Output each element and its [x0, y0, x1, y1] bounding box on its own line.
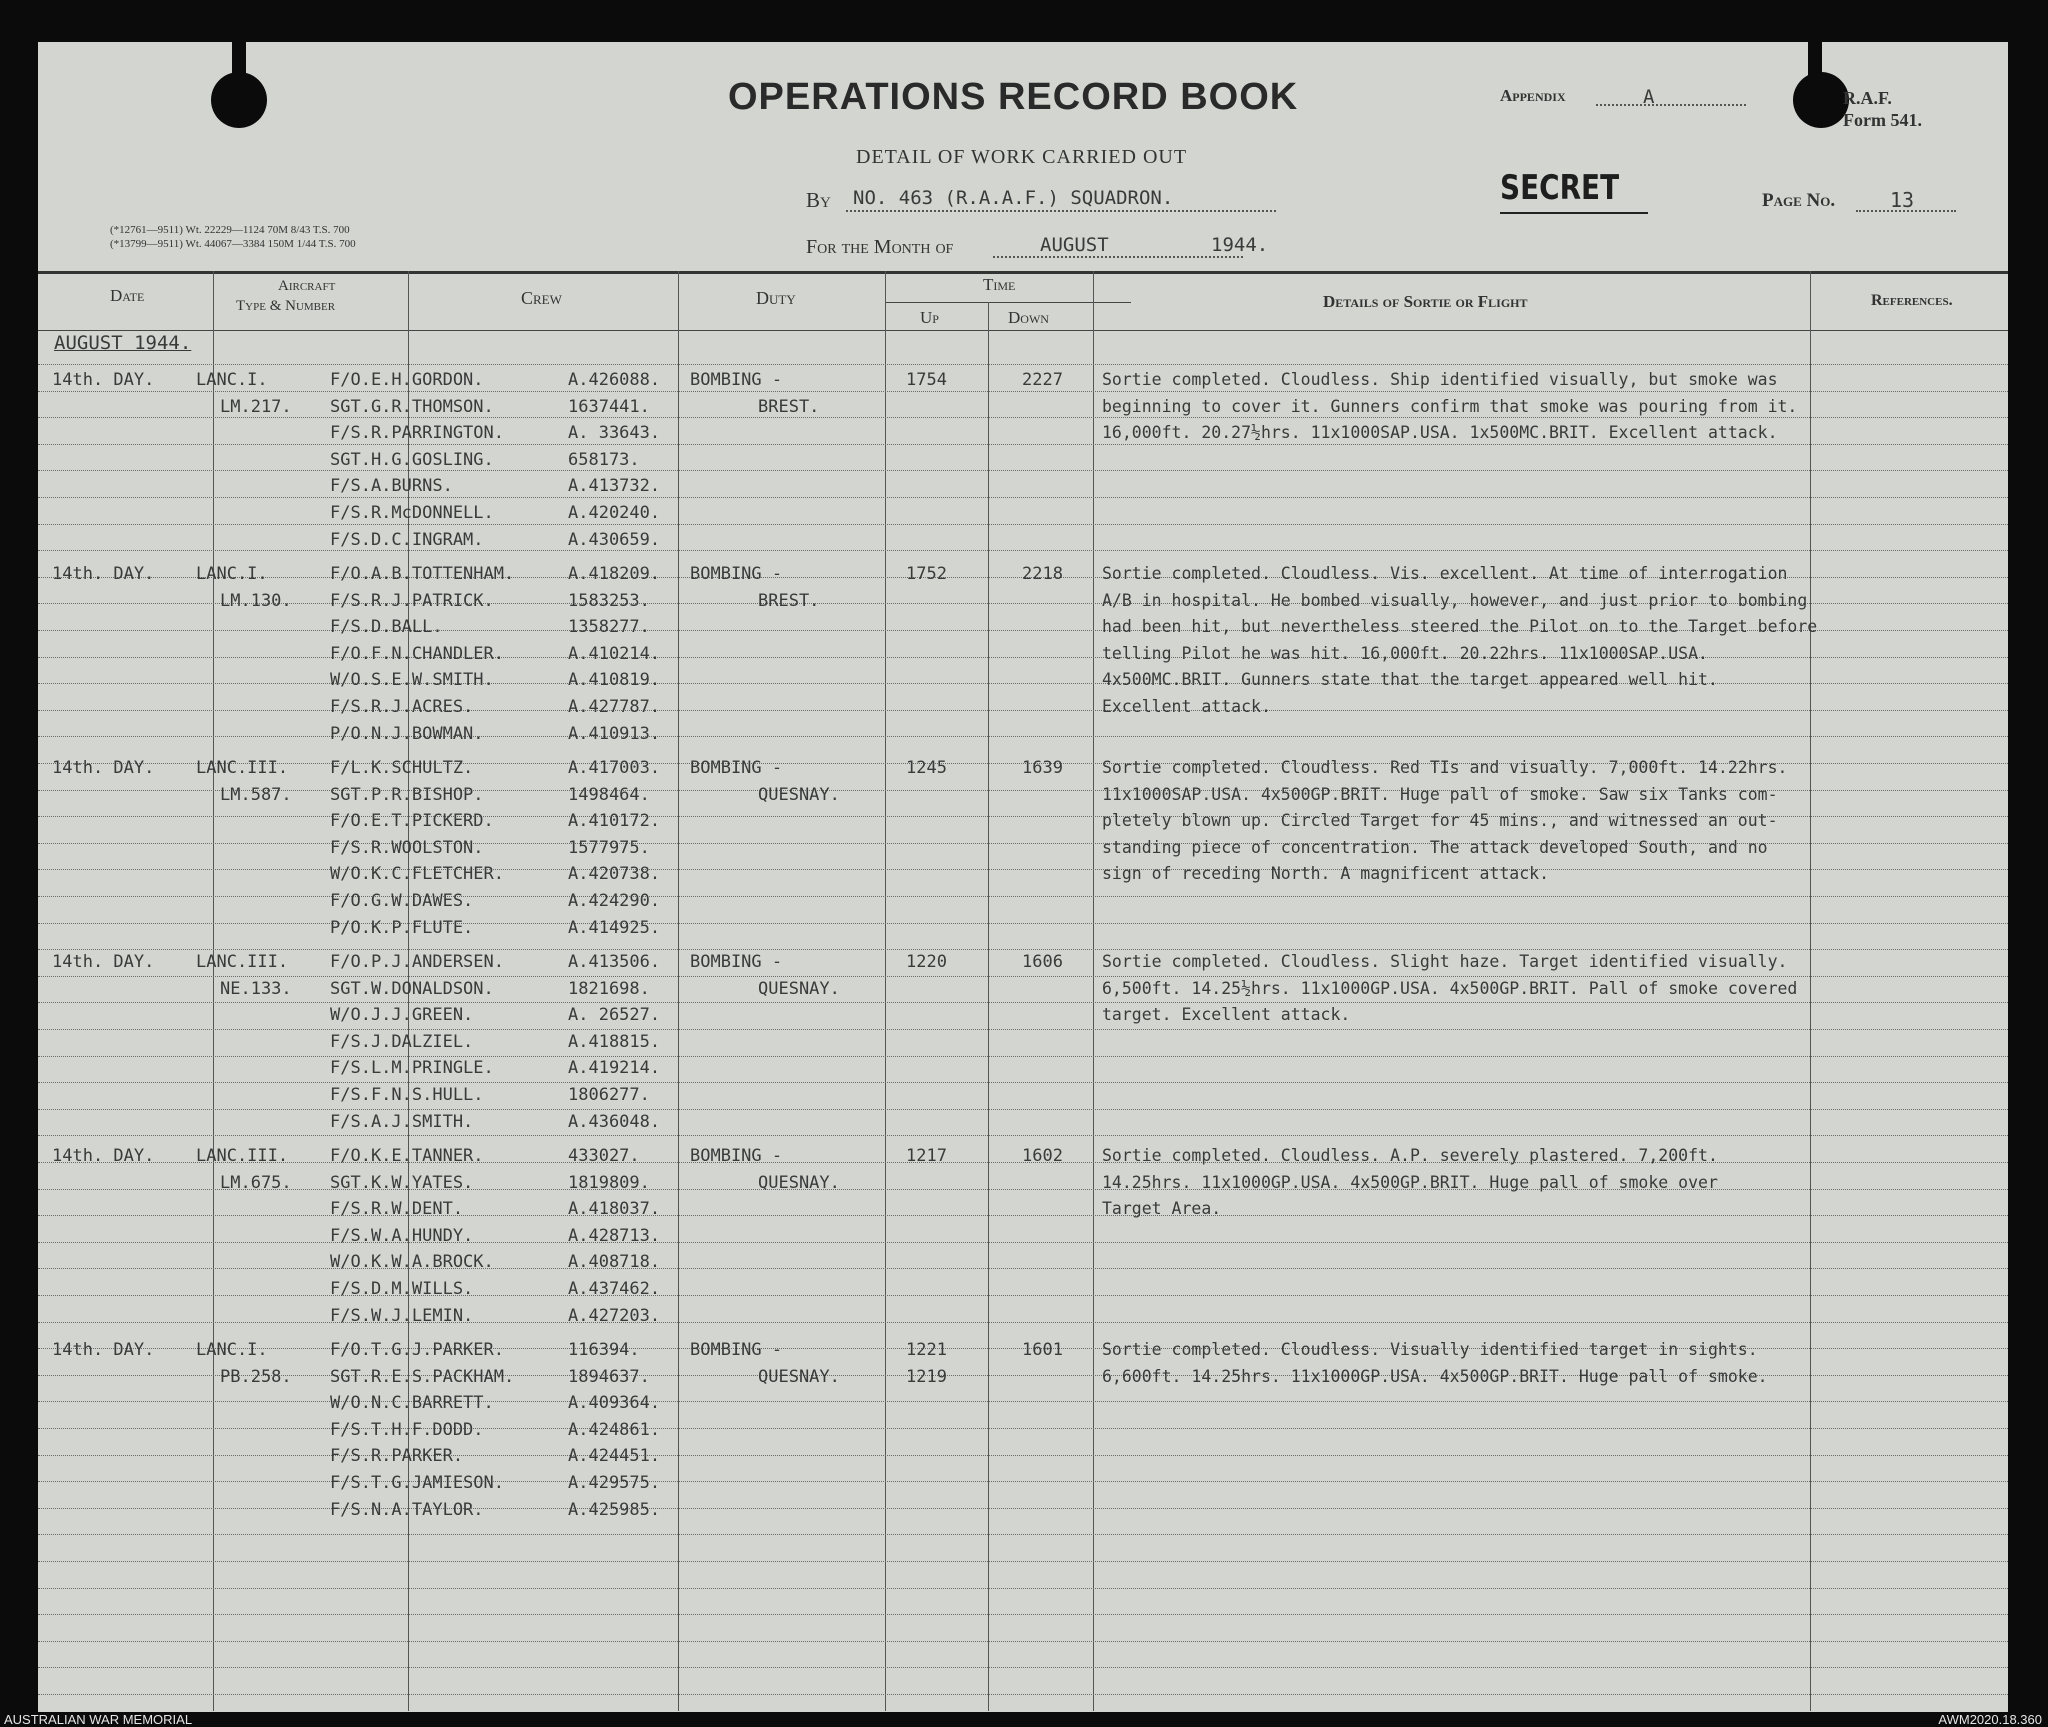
col-header-time: Time	[983, 275, 1016, 294]
crew-name: F/O.P.J.ANDERSEN.	[330, 952, 504, 972]
binder-hole-left	[211, 72, 267, 128]
footer-credit: AUSTRALIAN WAR MEMORIAL	[4, 1712, 193, 1727]
sortie-date: 14th. DAY.	[52, 952, 155, 972]
crew-number: A.409364.	[568, 1393, 661, 1414]
crew-number: A.425985.	[568, 1499, 661, 1520]
crew-number: A.418815.	[568, 1031, 661, 1052]
ruled-line	[38, 1082, 2008, 1083]
ruled-line	[38, 1056, 2008, 1057]
ruled-line	[38, 1588, 2008, 1589]
crew-number: 1498464.	[568, 784, 650, 805]
page-subtitle: DETAIL OF WORK CARRIED OUT	[856, 146, 1188, 168]
time-up-amended: 1219	[906, 1366, 947, 1387]
sortie-detail-line: A/B in hospital. He bombed visually, however, and just prior to bombing	[1102, 590, 1808, 610]
crew-name: F/O.G.W.DAWES.	[330, 891, 474, 911]
crew-number: 1819809.	[568, 1172, 650, 1193]
crew-number: A.420738.	[568, 864, 661, 885]
footer-accession: AWM2020.18.360	[1938, 1712, 2042, 1727]
ruled-line	[38, 949, 2008, 950]
print-code-2: (*13799—9511) Wt. 44067—3384 150M 1/44 T.S. 700	[110, 238, 356, 250]
aircraft-type: LANC.III.	[196, 758, 289, 778]
crew-number: A.410214.	[568, 643, 661, 664]
crew-number: 1358277.	[568, 617, 650, 638]
sortie-date: 14th. DAY.	[52, 564, 155, 584]
time-up: 1752	[906, 564, 947, 584]
crew-number: 1577975.	[568, 837, 650, 858]
crew-name: W/O.K.C.FLETCHER.	[330, 864, 504, 885]
ruled-line	[38, 976, 2008, 977]
crew-name: F/S.D.BALL.	[330, 617, 443, 638]
crew-number: A.418209.	[568, 564, 661, 584]
crew-name: F/S.A.BURNS.	[330, 476, 453, 497]
col-header-crew: Crew	[521, 288, 562, 308]
time-down: 2227	[1022, 370, 1063, 390]
table-header-border	[38, 330, 2008, 331]
col-header-aircraft: Aircraft	[278, 278, 336, 294]
page-title: OPERATIONS RECORD BOOK	[728, 76, 1299, 118]
col-header-duty: Duty	[756, 288, 796, 308]
crew-name: F/O.F.N.CHANDLER.	[330, 643, 504, 664]
sortie-detail-line: had been hit, but nevertheless steered the Pilot on to the Target before	[1102, 617, 1818, 637]
month-value: AUGUST	[1040, 234, 1109, 256]
crew-number: 1637441.	[568, 396, 650, 417]
ruled-line	[38, 1109, 2008, 1110]
col-header-references: References.	[1871, 292, 1953, 309]
crew-name: F/S.L.M.PRINGLE.	[330, 1058, 494, 1079]
crew-number: A.427203.	[568, 1305, 661, 1326]
crew-name: P/O.K.P.FLUTE.	[330, 917, 474, 938]
ruled-line	[38, 417, 2008, 418]
time-down: 2218	[1022, 564, 1063, 584]
crew-number: A.419214.	[568, 1058, 661, 1079]
ruled-line	[38, 524, 2008, 525]
crew-name: W/O.K.W.A.BROCK.	[330, 1252, 494, 1273]
duty-target: QUESNAY.	[758, 978, 840, 999]
sortie-detail-line: target. Excellent attack.	[1102, 1005, 1351, 1025]
crew-number: A.426088.	[568, 370, 661, 390]
duty-target: QUESNAY.	[758, 1172, 840, 1193]
crew-number: A.414925.	[568, 917, 661, 938]
col-divider-1	[213, 271, 214, 1711]
ruled-line	[38, 391, 2008, 392]
sortie-detail-line: beginning to cover it. Gunners confirm that smoke was pouring from it.	[1102, 396, 1798, 416]
sortie-detail-line: Sortie completed. Cloudless. Vis. excellent. At time of interrogation	[1102, 564, 1788, 583]
sortie-detail-line: Sortie completed. Cloudless. Slight haze. Target identified visually.	[1102, 952, 1788, 971]
crew-name: SGT.P.R.BISHOP.	[330, 784, 484, 805]
crew-name: F/S.N.A.TAYLOR.	[330, 1499, 484, 1520]
sortie-detail-line: 4x500MC.BRIT. Gunners state that the target appeared well hit.	[1102, 670, 1718, 690]
ruled-line	[38, 497, 2008, 498]
crew-name: SGT.K.W.YATES.	[330, 1172, 474, 1193]
col-divider-7	[1810, 271, 1811, 1711]
col-header-details: Details of Sortie or Flight	[1323, 292, 1528, 311]
sortie-detail-line: Sortie completed. Cloudless. Ship identified visually, but smoke was	[1102, 370, 1778, 389]
sortie-detail-line: Sortie completed. Cloudless. A.P. severely plastered. 7,200ft.	[1102, 1146, 1718, 1165]
sortie-detail-line: 6,500ft. 14.25½hrs. 11x1000GP.USA. 4x500GP.BRIT. Pall of smoke covered	[1102, 978, 1798, 998]
aircraft-number: LM.217.	[220, 396, 292, 417]
ruled-line	[38, 364, 2008, 365]
time-up: 1245	[906, 758, 947, 778]
crew-name: P/O.N.J.BOWMAN.	[330, 723, 484, 744]
aircraft-type: LANC.I.	[196, 1340, 268, 1360]
crew-name: F/S.R.WOOLSTON.	[330, 837, 484, 858]
crew-number: A.408718.	[568, 1252, 661, 1273]
sortie-detail-line: Excellent attack.	[1102, 697, 1271, 716]
appendix-value: A	[1643, 86, 1655, 108]
crew-number: A.437462.	[568, 1279, 661, 1299]
crew-number: A.424451.	[568, 1446, 661, 1467]
col-divider-5	[988, 302, 989, 1711]
duty-target: BREST.	[758, 396, 820, 417]
sortie-detail-line: telling Pilot he was hit. 16,000ft. 20.22hrs. 11x1000SAP.USA.	[1102, 643, 1708, 663]
ruled-line	[38, 1002, 2008, 1003]
crew-name: W/O.N.C.BARRETT.	[330, 1393, 494, 1414]
year-value: 1944.	[1211, 234, 1269, 256]
crew-name: F/S.R.PARKER.	[330, 1446, 464, 1467]
sortie-detail-line: sign of receding North. A magnificent attack.	[1102, 864, 1550, 884]
crew-name: F/O.A.B.TOTTENHAM.	[330, 564, 515, 584]
duty-type: BOMBING -	[690, 1146, 783, 1166]
by-label: By	[806, 188, 831, 212]
sortie-date: 14th. DAY.	[52, 1146, 155, 1166]
page-number-label: Page No.	[1762, 190, 1836, 211]
crew-name: F/S.D.C.INGRAM.	[330, 529, 484, 550]
crew-number: A.413732.	[568, 476, 661, 497]
aircraft-number: LM.130.	[220, 590, 292, 611]
crew-number: 658173.	[568, 449, 640, 470]
aircraft-type: LANC.I.	[196, 370, 268, 390]
time-down: 1601	[1022, 1340, 1063, 1360]
crew-number: A.418037.	[568, 1199, 661, 1220]
time-down: 1602	[1022, 1146, 1063, 1166]
crew-number: A.417003.	[568, 758, 661, 778]
crew-number: A.420240.	[568, 503, 661, 523]
crew-name: F/S.T.H.F.DODD.	[330, 1419, 484, 1440]
aircraft-number: NE.133.	[220, 978, 292, 999]
crew-number: 1583253.	[568, 590, 650, 611]
crew-name: SGT.H.G.GOSLING.	[330, 449, 494, 470]
crew-name: F/S.W.A.HUNDY.	[330, 1225, 474, 1246]
ruled-line	[38, 1534, 2008, 1535]
binder-hole-right	[1793, 72, 1849, 128]
duty-type: BOMBING -	[690, 952, 783, 972]
month-label: For the Month of	[806, 236, 954, 258]
sortie-detail-line: 14.25hrs. 11x1000GP.USA. 4x500GP.BRIT. Huge pall of smoke over	[1102, 1172, 1718, 1192]
time-up: 1221	[906, 1340, 947, 1360]
time-up: 1217	[906, 1146, 947, 1166]
crew-name: W/O.J.J.GREEN.	[330, 1005, 474, 1026]
ruled-line	[38, 1614, 2008, 1615]
crew-name: F/L.K.SCHULTZ.	[330, 758, 474, 778]
aircraft-number: LM.587.	[220, 784, 292, 805]
aircraft-number: PB.258.	[220, 1366, 292, 1387]
sortie-detail-line: Sortie completed. Cloudless. Red TIs and visually. 7,000ft. 14.22hrs.	[1102, 758, 1788, 777]
col-header-aircraft-sub: Type & Number	[236, 298, 336, 314]
time-up: 1220	[906, 952, 947, 972]
crew-number: A.424861.	[568, 1419, 661, 1440]
ruled-line	[38, 1135, 2008, 1136]
crew-number: A.428713.	[568, 1225, 661, 1246]
document-sheet	[38, 42, 2008, 1712]
crew-name: F/S.F.N.S.HULL.	[330, 1085, 484, 1105]
sortie-detail-line: 11x1000SAP.USA. 4x500GP.BRIT. Huge pall of smoke. Saw six Tanks com-	[1102, 784, 1778, 804]
crew-number: 433027.	[568, 1146, 640, 1166]
aircraft-number: LM.675.	[220, 1172, 292, 1193]
crew-number: A.424290.	[568, 891, 661, 911]
crew-number: A.413506.	[568, 952, 661, 972]
ruled-line	[38, 550, 2008, 551]
by-value: NO. 463 (R.A.A.F.) SQUADRON.	[853, 187, 1174, 209]
ruled-line	[38, 470, 2008, 471]
crew-number: 1894637.	[568, 1366, 650, 1387]
table-top-border	[38, 271, 2008, 274]
raf-form-line1: R.A.F.	[1843, 88, 1892, 108]
duty-target: QUESNAY.	[758, 784, 840, 805]
crew-name: F/O.T.G.J.PARKER.	[330, 1340, 504, 1360]
duty-target: BREST.	[758, 590, 820, 611]
aircraft-type: LANC.III.	[196, 952, 289, 972]
crew-number: A. 26527.	[568, 1005, 661, 1026]
crew-name: F/O.E.H.GORDON.	[330, 370, 484, 390]
sortie-date: 14th. DAY.	[52, 370, 155, 390]
crew-name: F/S.R.PARRINGTON.	[330, 423, 504, 444]
duty-target: QUESNAY.	[758, 1366, 840, 1387]
print-code-1: (*12761—9511) Wt. 22229—1124 70M 8/43 T.S. 700	[110, 224, 350, 236]
ruled-line	[38, 1667, 2008, 1668]
page-number-value: 13	[1890, 188, 1915, 212]
raf-form-line2: Form 541.	[1843, 110, 1922, 130]
ruled-line	[38, 1029, 2008, 1030]
crew-name: F/O.E.T.PICKERD.	[330, 811, 494, 832]
crew-number: A.429575.	[568, 1473, 661, 1493]
crew-name: F/S.J.DALZIEL.	[330, 1031, 474, 1052]
col-divider-4	[885, 271, 886, 1711]
crew-name: F/S.A.J.SMITH.	[330, 1111, 474, 1132]
ruled-line	[38, 1641, 2008, 1642]
crew-number: A.430659.	[568, 529, 661, 550]
time-up: 1754	[906, 370, 947, 390]
crew-name: F/S.W.J.LEMIN.	[330, 1305, 474, 1326]
sortie-detail-line: pletely blown up. Circled Target for 45 mins., and witnessed an out-	[1102, 811, 1778, 831]
crew-name: F/S.R.J.PATRICK.	[330, 590, 494, 611]
sortie-detail-line: Sortie completed. Cloudless. Visually identified target in sights.	[1102, 1340, 1758, 1359]
month-dots	[993, 254, 1243, 258]
secret-stamp: SECRET	[1500, 168, 1620, 208]
appendix-dots	[1596, 102, 1746, 106]
appendix-label: Appendix	[1500, 86, 1566, 105]
crew-name: F/O.K.E.TANNER.	[330, 1146, 484, 1166]
crew-number: 1821698.	[568, 978, 650, 999]
col-divider-3	[678, 271, 679, 1711]
month-heading: AUGUST 1944.	[54, 332, 192, 354]
col-header-date: Date	[110, 286, 145, 305]
crew-name: SGT.R.E.S.PACKHAM.	[330, 1366, 515, 1387]
sortie-detail-line: Target Area.	[1102, 1199, 1222, 1219]
col-header-up: Up	[920, 308, 939, 327]
crew-name: F/S.T.G.JAMIESON.	[330, 1473, 504, 1493]
crew-name: F/S.D.M.WILLS.	[330, 1279, 474, 1299]
col-header-down: Down	[1008, 308, 1049, 327]
crew-number: A. 33643.	[568, 423, 661, 444]
crew-number: A.436048.	[568, 1111, 661, 1132]
crew-name: F/S.R.J.ACRES.	[330, 697, 474, 717]
sortie-detail-line: standing piece of concentration. The attack developed South, and no	[1102, 837, 1768, 857]
aircraft-type: LANC.I.	[196, 564, 268, 584]
sortie-date: 14th. DAY.	[52, 758, 155, 778]
time-down: 1639	[1022, 758, 1063, 778]
ruled-line	[38, 444, 2008, 445]
duty-type: BOMBING -	[690, 1340, 783, 1360]
crew-name: SGT.G.R.THOMSON.	[330, 396, 494, 417]
crew-number: A.410172.	[568, 811, 661, 832]
time-header-divider	[885, 302, 1131, 303]
col-divider-6	[1093, 271, 1094, 1711]
crew-number: A.427787.	[568, 697, 661, 717]
sortie-detail-line: 6,600ft. 14.25hrs. 11x1000GP.USA. 4x500GP.BRIT. Huge pall of smoke.	[1102, 1366, 1768, 1386]
duty-type: BOMBING -	[690, 370, 783, 390]
crew-name: F/S.R.W.DENT.	[330, 1199, 464, 1220]
duty-type: BOMBING -	[690, 758, 783, 778]
crew-name: W/O.S.E.W.SMITH.	[330, 670, 494, 691]
crew-number: 1806277.	[568, 1085, 650, 1105]
crew-number: A.410913.	[568, 723, 661, 744]
crew-number: 116394.	[568, 1340, 640, 1360]
sortie-date: 14th. DAY.	[52, 1340, 155, 1360]
ruled-line	[38, 1561, 2008, 1562]
sortie-detail-line: 16,000ft. 20.27½hrs. 11x1000SAP.USA. 1x500MC.BRIT. Excellent attack.	[1102, 423, 1778, 443]
time-down: 1606	[1022, 952, 1063, 972]
secret-underline	[1500, 212, 1648, 214]
crew-name: SGT.W.DONALDSON.	[330, 978, 494, 999]
duty-type: BOMBING -	[690, 564, 783, 584]
crew-number: A.410819.	[568, 670, 661, 691]
aircraft-type: LANC.III.	[196, 1146, 289, 1166]
crew-name: F/S.R.McDONNELL.	[330, 503, 494, 523]
ruled-line	[38, 1694, 2008, 1695]
